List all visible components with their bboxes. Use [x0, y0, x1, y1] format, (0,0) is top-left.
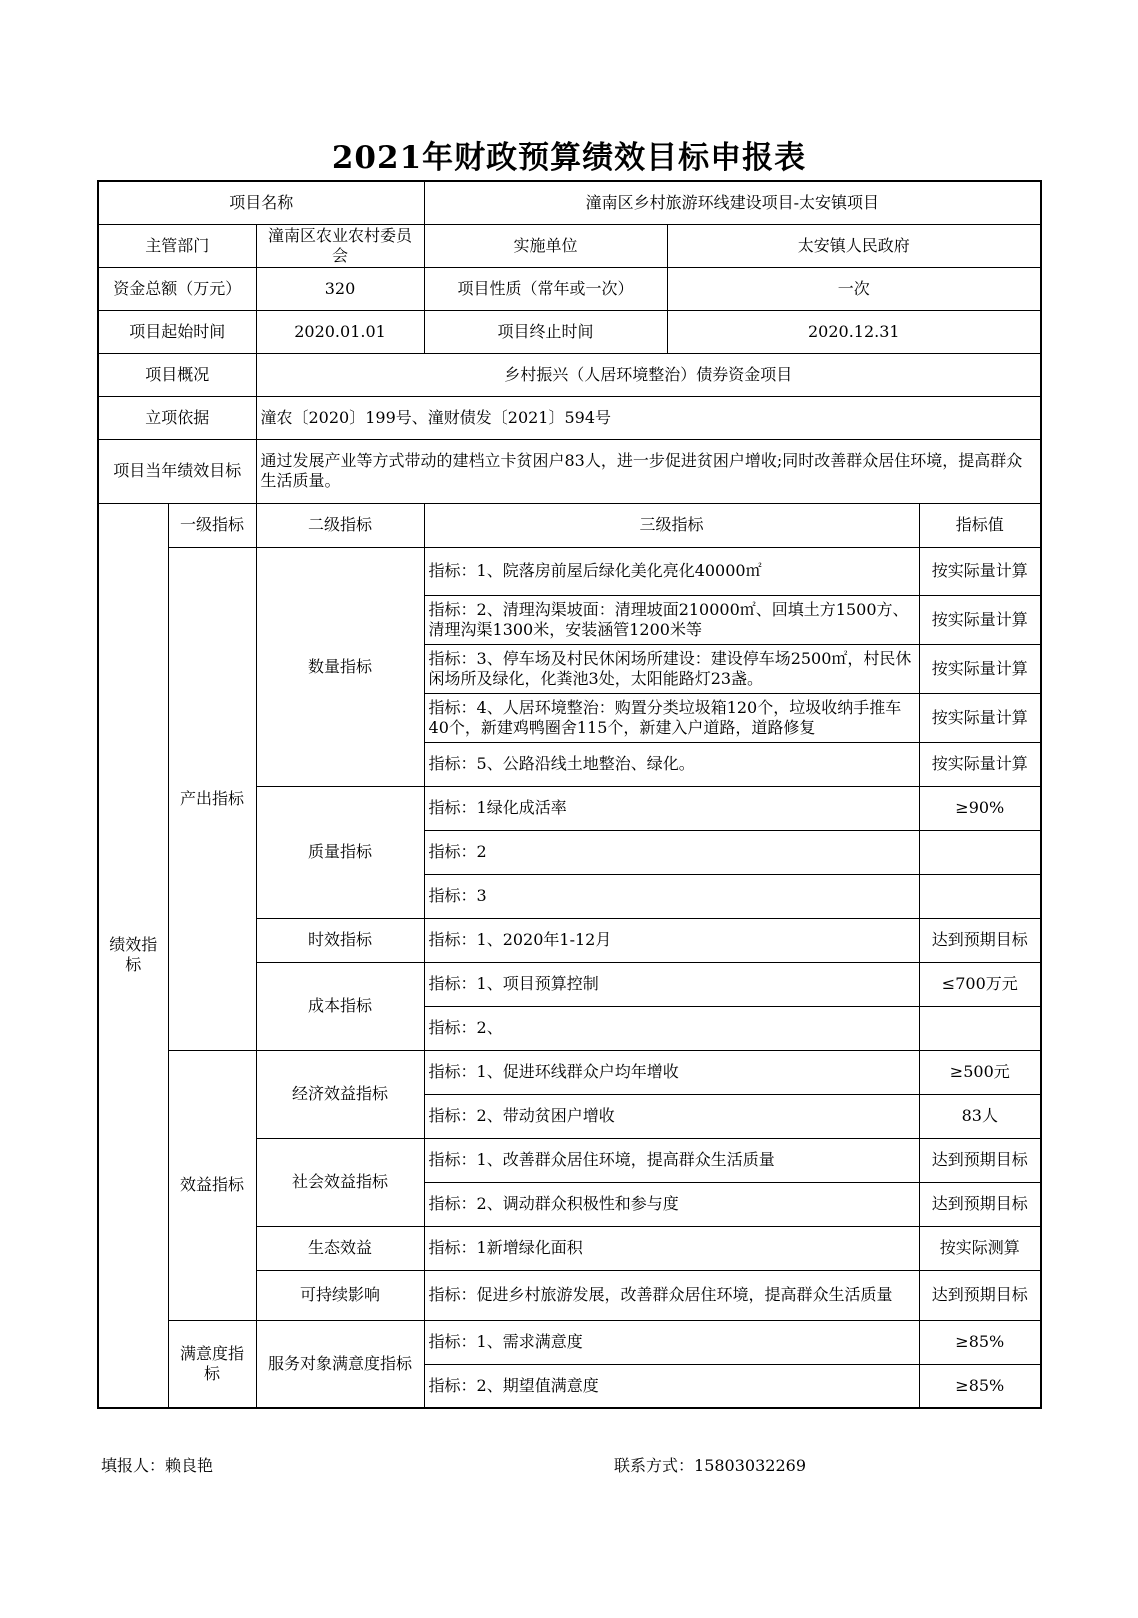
- nature-label: 项目性质（常年或一次）: [424, 267, 667, 310]
- indicator-value: 按实际量计算: [919, 742, 1041, 786]
- budget-form-table: [97, 180, 1042, 1409]
- row-fund: [98, 267, 1041, 310]
- row-project-name: [98, 181, 1041, 224]
- table-row: [98, 1050, 1041, 1094]
- end-label: 项目终止时间: [424, 310, 667, 353]
- indicator-value: 按实际量计算: [919, 547, 1041, 595]
- indicator-value: [919, 874, 1041, 918]
- indicator-text: 指标：2、带动贫困户增收: [424, 1094, 919, 1138]
- overview-value: 乡村振兴（人居环境整治）债券资金项目: [256, 353, 1041, 396]
- indicator-text: 指标：1、项目预算控制: [424, 962, 919, 1006]
- indicator-value: 83人: [919, 1094, 1041, 1138]
- start-label: 项目起始时间: [98, 310, 256, 353]
- indicator-value: 达到预期目标: [919, 1182, 1041, 1226]
- basis-value: 潼农〔2020〕199号、潼财债发〔2021〕594号: [256, 396, 1041, 439]
- timeliness-label: 时效指标: [256, 918, 424, 962]
- service-label: 服务对象满意度指标: [256, 1320, 424, 1408]
- indicator-text: 指标：2: [424, 830, 919, 874]
- indicator-text: 指标：3、停车场及村民休闲场所建设：建设停车场2500㎡，村民休闲场所及绿化，化粪池3处，太阳能路灯23盏。: [424, 644, 919, 693]
- indicator-text: 指标：2、: [424, 1006, 919, 1050]
- economic-label: 经济效益指标: [256, 1050, 424, 1138]
- indicator-text: 指标：1、2020年1-12月: [424, 918, 919, 962]
- row-dates: [98, 310, 1041, 353]
- indicator-text: 指标：1新增绿化面积: [424, 1226, 919, 1270]
- dept-label: 主管部门: [98, 224, 256, 267]
- fund-value: 320: [256, 267, 424, 310]
- header-level2: 二级指标: [256, 503, 424, 547]
- project-name-label: 项目名称: [98, 181, 424, 224]
- benefit-label: 效益指标: [168, 1050, 256, 1320]
- satisfaction-label: 满意度指标: [168, 1320, 256, 1408]
- overview-label: 项目概况: [98, 353, 256, 396]
- indicator-text: 指标：1、需求满意度: [424, 1320, 919, 1364]
- start-value: 2020.01.01: [256, 310, 424, 353]
- nature-value: 一次: [667, 267, 1041, 310]
- filler-label: 填报人：: [101, 1456, 166, 1475]
- header-level3: 三级指标: [424, 503, 919, 547]
- indicator-value: ≥90%: [919, 786, 1041, 830]
- indicator-value: 达到预期目标: [919, 1270, 1041, 1320]
- indicator-text: 指标：2、清理沟渠坡面：清理坡面210000㎡、回填土方1500方、清理沟渠1300米，安装涵管1200米等: [424, 595, 919, 644]
- row-basis: [98, 396, 1041, 439]
- cost-label: 成本指标: [256, 962, 424, 1050]
- row-department: [98, 224, 1041, 267]
- social-label: 社会效益指标: [256, 1138, 424, 1226]
- indicator-text: 指标：2、调动群众积极性和参与度: [424, 1182, 919, 1226]
- quality-label: 质量指标: [256, 786, 424, 918]
- project-name-value: 潼南区乡村旅游环线建设项目-太安镇项目: [424, 181, 1041, 224]
- filler-name: 赖良艳: [165, 1456, 214, 1475]
- indicator-text: 指标：5、公路沿线土地整治、绿化。: [424, 742, 919, 786]
- output-label: 产出指标: [168, 547, 256, 1050]
- indicator-value: [919, 1006, 1041, 1050]
- indicator-text: 指标：3: [424, 874, 919, 918]
- contact-info: [614, 1453, 806, 1476]
- table-row: [98, 1320, 1041, 1364]
- perf-header-row: [98, 503, 1041, 547]
- filler-info: [101, 1453, 213, 1476]
- fund-label: 资金总额（万元）: [98, 267, 256, 310]
- indicator-value: 按实际量计算: [919, 595, 1041, 644]
- indicator-text: 指标：1、院落房前屋后绿化美化亮化40000㎡: [424, 547, 919, 595]
- indicator-value: 达到预期目标: [919, 918, 1041, 962]
- goal-value: 通过发展产业等方式带动的建档立卡贫困户83人，进一步促进贫困户增收;同时改善群众居住环境，提高群众生活质量。: [256, 439, 1041, 503]
- contact-label: 联系方式：: [614, 1456, 695, 1475]
- indicator-value: ≥85%: [919, 1364, 1041, 1408]
- ecological-label: 生态效益: [256, 1226, 424, 1270]
- header-level1: 一级指标: [168, 503, 256, 547]
- indicator-value: [919, 830, 1041, 874]
- basis-label: 立项依据: [98, 396, 256, 439]
- indicator-value: 达到预期目标: [919, 1138, 1041, 1182]
- impl-label: 实施单位: [424, 224, 667, 267]
- indicator-text: 指标：促进乡村旅游发展，改善群众居住环境，提高群众生活质量: [424, 1270, 919, 1320]
- impl-value: 太安镇人民政府: [667, 224, 1041, 267]
- indicator-text: 指标：1、促进环线群众户均年增收: [424, 1050, 919, 1094]
- table-row: [98, 547, 1041, 595]
- indicator-value: ≥500元: [919, 1050, 1041, 1094]
- dept-value: 潼南区农业农村委员会: [256, 224, 424, 267]
- indicator-value: ≤700万元: [919, 962, 1041, 1006]
- indicator-value: ≥85%: [919, 1320, 1041, 1364]
- goal-label: 项目当年绩效目标: [98, 439, 256, 503]
- indicator-text: 指标：2、期望值满意度: [424, 1364, 919, 1408]
- indicator-text: 指标：1、改善群众居住环境，提高群众生活质量: [424, 1138, 919, 1182]
- page-title: 2021年财政预算绩效目标申报表: [331, 140, 807, 176]
- contact-phone: 15803032269: [694, 1456, 806, 1475]
- indicator-text: 指标：4、人居环境整治：购置分类垃圾箱120个，垃圾收纳手推车40个，新建鸡鸭圈舍115个，新建入户道路，道路修复: [424, 693, 919, 742]
- perf-section-label: 绩效指标: [98, 503, 168, 1408]
- indicator-value: 按实际量计算: [919, 644, 1041, 693]
- row-goal: [98, 439, 1041, 503]
- indicator-value: 按实际量计算: [919, 693, 1041, 742]
- row-overview: [98, 353, 1041, 396]
- indicator-value: 按实际测算: [919, 1226, 1041, 1270]
- quantity-label: 数量指标: [256, 547, 424, 786]
- sustain-label: 可持续影响: [256, 1270, 424, 1320]
- end-value: 2020.12.31: [667, 310, 1041, 353]
- header-value: 指标值: [919, 503, 1041, 547]
- indicator-text: 指标：1绿化成活率: [424, 786, 919, 830]
